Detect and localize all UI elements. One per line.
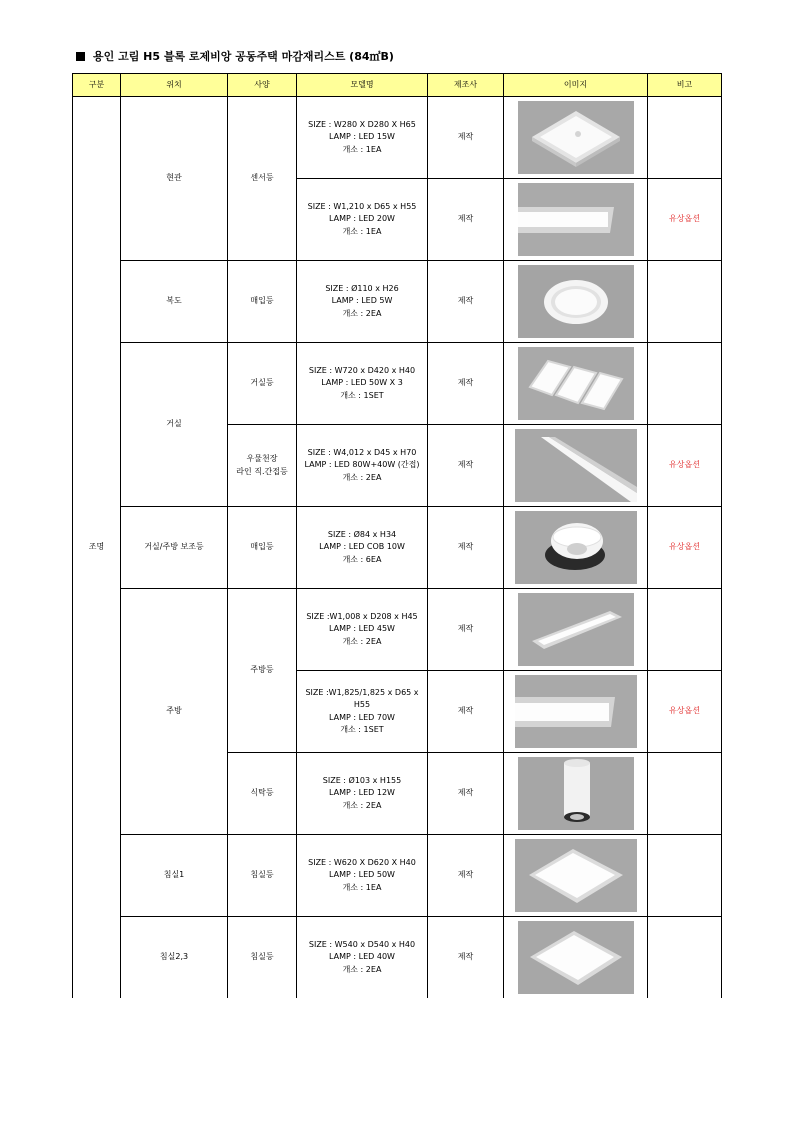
model-cell: SIZE : W720 x D420 x H40 LAMP : LED 50W X 3 개소 : 1SET xyxy=(297,343,428,425)
model-cell: SIZE : W4,012 x D45 x H70 LAMP : LED 80W+40W (간접) 개소 : 2EA xyxy=(297,425,428,507)
table-row xyxy=(73,261,722,343)
maker-cell: 제작 xyxy=(428,753,504,835)
spec-cell: 식탁등 xyxy=(228,753,297,835)
note-cell xyxy=(648,589,722,671)
maker-cell: 제작 xyxy=(428,671,504,753)
rect-kitchen-light-image xyxy=(518,593,634,666)
image-cell xyxy=(504,753,648,835)
model-cell: SIZE :W1,825/1,825 x D65 x H55 LAMP : LED 70W 개소 : 1SET xyxy=(297,671,428,753)
spec-cell: 매입등 xyxy=(228,507,297,589)
location-cell: 거실 xyxy=(121,343,228,507)
model-cell: SIZE : Ø84 x H34 LAMP : LED COB 10W 개소 : 6EA xyxy=(297,507,428,589)
square-bullet-icon xyxy=(76,52,85,61)
location-cell: 현관 xyxy=(121,97,228,261)
cob-downlight-image xyxy=(515,511,637,584)
table-row xyxy=(73,97,722,179)
note-cell xyxy=(648,917,722,999)
model-cell: SIZE : Ø103 x H155 LAMP : LED 12W 개소 : 2EA xyxy=(297,753,428,835)
note-cell xyxy=(648,835,722,917)
document-title xyxy=(76,48,394,64)
table-row xyxy=(73,835,722,917)
cylinder-pendant-image xyxy=(518,757,634,830)
header-note: 비고 xyxy=(648,74,722,97)
image-cell xyxy=(504,507,648,589)
table-header-row xyxy=(73,74,722,97)
model-cell: SIZE :W1,008 x D208 x H45 LAMP : LED 45W 개소 : 2EA xyxy=(297,589,428,671)
image-cell xyxy=(504,671,648,753)
location-cell: 침실2,3 xyxy=(121,917,228,999)
location-cell: 복도 xyxy=(121,261,228,343)
note-cell: 유상옵션 xyxy=(648,179,722,261)
maker-cell: 제작 xyxy=(428,507,504,589)
spec-cell: 우물천장 라인 직.간접등 xyxy=(228,425,297,507)
maker-cell: 제작 xyxy=(428,261,504,343)
note-cell: 유상옵션 xyxy=(648,671,722,753)
maker-cell: 제작 xyxy=(428,179,504,261)
spec-cell: 침실등 xyxy=(228,917,297,999)
maker-cell: 제작 xyxy=(428,425,504,507)
location-cell: 주방 xyxy=(121,589,228,835)
image-cell xyxy=(504,917,648,999)
location-cell: 침실1 xyxy=(121,835,228,917)
category-cell: 조명 xyxy=(73,97,121,999)
maker-cell: 제작 xyxy=(428,343,504,425)
header-model: 모델명 xyxy=(297,74,428,97)
note-cell: 유상옵션 xyxy=(648,425,722,507)
model-cell: SIZE : W620 X D620 X H40 LAMP : LED 50W 개소 : 1EA xyxy=(297,835,428,917)
header-category: 구분 xyxy=(73,74,121,97)
triple-panel-light-image xyxy=(518,347,634,420)
model-cell: SIZE : W540 x D540 x H40 LAMP : LED 40W 개소 : 2EA xyxy=(297,917,428,999)
maker-cell: 제작 xyxy=(428,917,504,999)
spec-cell: 거실등 xyxy=(228,343,297,425)
finish-materials-table xyxy=(72,73,722,998)
table-row xyxy=(73,589,722,671)
header-image: 이미지 xyxy=(504,74,648,97)
maker-cell: 제작 xyxy=(428,835,504,917)
image-cell xyxy=(504,343,648,425)
note-cell xyxy=(648,753,722,835)
spec-cell: 매입등 xyxy=(228,261,297,343)
header-spec: 사양 xyxy=(228,74,297,97)
note-cell: 유상옵션 xyxy=(648,507,722,589)
image-cell xyxy=(504,261,648,343)
square-panel-light-image xyxy=(518,921,634,994)
spec-cell: 침실등 xyxy=(228,835,297,917)
image-cell xyxy=(504,835,648,917)
table-row xyxy=(73,343,722,425)
note-cell xyxy=(648,97,722,179)
spec-cell: 센서등 xyxy=(228,97,297,261)
linear-sensor-light-image xyxy=(518,183,634,256)
image-cell xyxy=(504,425,648,507)
maker-cell: 제작 xyxy=(428,97,504,179)
line-light-image xyxy=(515,429,637,502)
square-panel-light-image xyxy=(515,839,637,912)
header-maker: 제조사 xyxy=(428,74,504,97)
model-cell: SIZE : Ø110 x H26 LAMP : LED 5W 개소 : 2EA xyxy=(297,261,428,343)
image-cell xyxy=(504,589,648,671)
location-cell: 거실/주방 보조등 xyxy=(121,507,228,589)
table-row xyxy=(73,917,722,999)
square-sensor-light-image xyxy=(518,101,634,174)
note-cell xyxy=(648,343,722,425)
document-title-text: 용인 고림 H5 블록 로제비앙 공동주택 마감재리스트 (84㎡B) xyxy=(93,50,394,63)
maker-cell: 제작 xyxy=(428,589,504,671)
image-cell xyxy=(504,97,648,179)
spec-cell: 주방등 xyxy=(228,589,297,753)
image-cell xyxy=(504,179,648,261)
model-cell: SIZE : W280 X D280 X H65 LAMP : LED 15W 개소 : 1EA xyxy=(297,97,428,179)
round-downlight-image xyxy=(518,265,634,338)
long-kitchen-light-image xyxy=(515,675,637,748)
note-cell xyxy=(648,261,722,343)
model-cell: SIZE : W1,210 x D65 x H55 LAMP : LED 20W 개소 : 1EA xyxy=(297,179,428,261)
table-row xyxy=(73,507,722,589)
header-location: 위치 xyxy=(121,74,228,97)
